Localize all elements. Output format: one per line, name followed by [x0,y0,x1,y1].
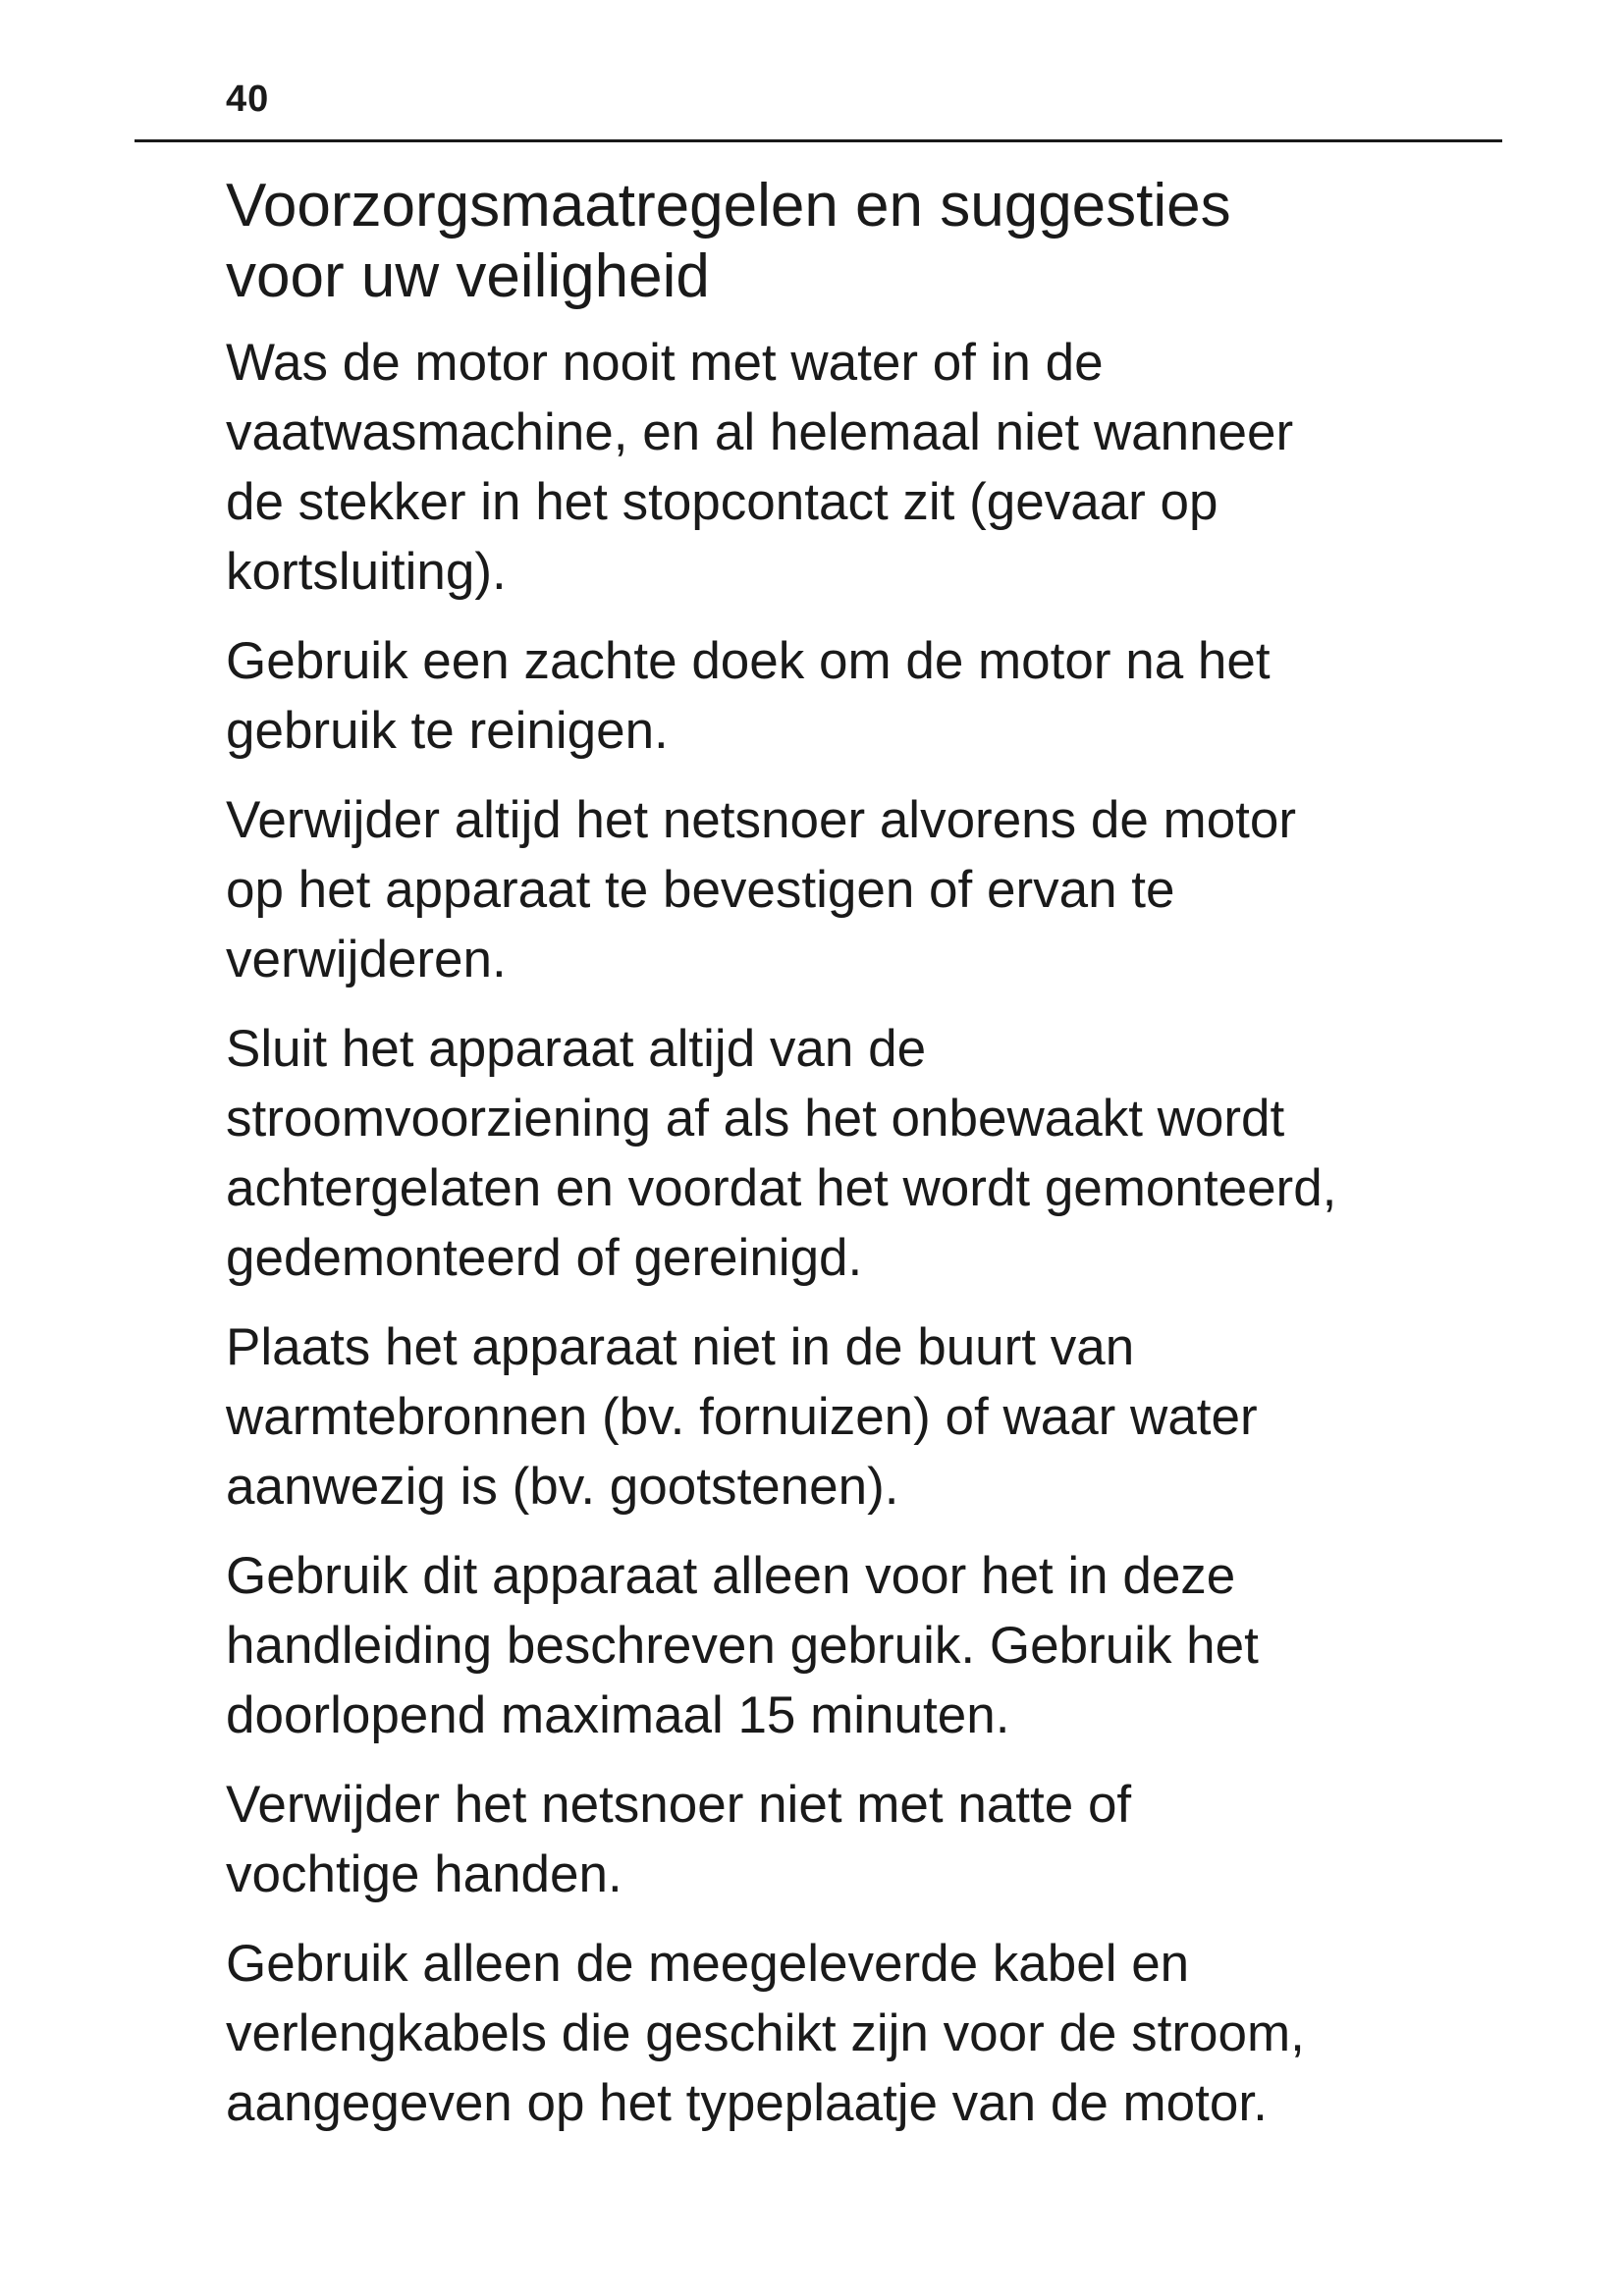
section-title [226,171,1502,312]
paragraph-line: Plaats het apparaat niet in de buurt van [226,1318,1135,1376]
page-number: 40 [226,79,270,120]
paragraph-line: achtergelaten en voordat het wordt gemonteerd, [226,1159,1337,1217]
safety-paragraph-7 [226,1770,1502,1909]
safety-paragraph-5 [226,1312,1502,1522]
safety-paragraph-4 [226,1014,1502,1293]
paragraph-line: aangegeven op het typeplaatje van de motor. [226,2074,1268,2132]
paragraph-line: Gebruik dit apparaat alleen voor het in deze [226,1547,1236,1605]
page-content [226,171,1502,2158]
paragraph-line: aanwezig is (bv. gootstenen). [226,1458,899,1516]
safety-paragraph-6 [226,1541,1502,1750]
safety-paragraph-2 [226,626,1502,766]
paragraph-line: gedemonteerd of gereinigd. [226,1229,863,1287]
paragraph-line: Verwijder het netsnoer niet met natte of [226,1776,1132,1834]
paragraph-line: handleiding beschreven gebruik. Gebruik het [226,1617,1259,1675]
safety-paragraph-1 [226,328,1502,607]
paragraph-line: Gebruik een zachte doek om de motor na het [226,632,1271,690]
paragraph-line: Gebruik alleen de meegeleverde kabel en [226,1935,1190,1993]
paragraph-line: verwijderen. [226,931,507,988]
paragraph-line: doorlopend maximaal 15 minuten. [226,1686,1010,1744]
paragraph-line: Verwijder altijd het netsnoer alvorens de motor [226,791,1297,849]
paragraph-line: kortsluiting). [226,543,507,601]
section-title-line-2: voor uw veiligheid [226,242,710,310]
paragraph-line: warmtebronnen (bv. fornuizen) of waar water [226,1388,1258,1446]
paragraph-line: de stekker in het stopcontact zit (gevaar op [226,473,1218,531]
section-title-line-1: Voorzorgsmaatregelen en suggesties [226,172,1231,240]
paragraph-line: vaatwasmachine, en al helemaal niet wanneer [226,403,1294,461]
paragraph-line: Was de motor nooit met water of in de [226,334,1104,392]
paragraph-line: op het apparaat te bevestigen of ervan te [226,861,1175,919]
safety-paragraph-8 [226,1929,1502,2138]
paragraph-line: stroomvoorziening af als het onbewaakt wordt [226,1090,1285,1148]
paragraph-line: Sluit het apparaat altijd van de [226,1020,927,1078]
paragraph-line: vochtige handen. [226,1845,623,1903]
safety-paragraph-3 [226,785,1502,994]
paragraph-line: gebruik te reinigen. [226,702,669,760]
header-rule [135,139,1502,142]
paragraph-line: verlengkabels die geschikt zijn voor de stroom, [226,2004,1305,2062]
